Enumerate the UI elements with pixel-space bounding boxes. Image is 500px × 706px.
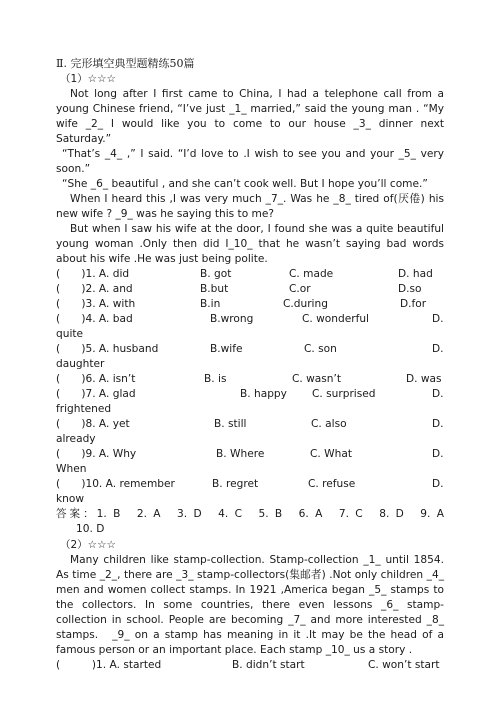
option-continuation-4: quite bbox=[56, 328, 84, 340]
section1-rating: （1）☆☆☆ bbox=[60, 73, 116, 85]
option-c: C. won’t start bbox=[368, 659, 440, 671]
option-c: C. wasn’t bbox=[292, 373, 342, 385]
option-a: ( )6. A. isn’t bbox=[56, 373, 136, 385]
option-b: B.in bbox=[200, 298, 221, 310]
option-b: B.but bbox=[200, 283, 229, 295]
option-row-3 bbox=[56, 297, 444, 312]
option-c: C. son bbox=[304, 343, 337, 355]
option-d: D.so bbox=[398, 283, 422, 295]
option-row-10 bbox=[56, 477, 444, 492]
option-a: ( )10. A. remember bbox=[56, 478, 175, 490]
option-row-5 bbox=[56, 342, 444, 357]
section1-paragraph-2: “That’s _4_ ,” I said. “I’d love to .I wish to see you and your _5_ very soon.” bbox=[56, 148, 444, 175]
option-d: D. bbox=[432, 343, 444, 355]
section1-paragraph-1: Not long after I first came to China, I had a telephone call from a young Chinese friend, “I’ve just _1_ married,” said the young man . “My wife _2_ I would like you to come to our house _3_ dinner next Saturday.” bbox=[56, 88, 444, 145]
answer-key: 答案：1. B 2. A 3. D 4. C 5. B 6. A 7. C 8. D 9. A bbox=[56, 508, 444, 520]
section2-rating: （2）☆☆☆ bbox=[60, 539, 116, 551]
option-c: C. surprised bbox=[312, 388, 376, 400]
option-d: D. bbox=[432, 388, 444, 400]
option-d: D. bbox=[432, 313, 444, 325]
option-b: B. is bbox=[204, 373, 227, 385]
option-continuation-8: already bbox=[56, 433, 96, 445]
option-a: ( )1. A. did bbox=[56, 268, 130, 280]
option-continuation-7: frightened bbox=[56, 403, 112, 415]
option-c: C. also bbox=[311, 418, 347, 430]
option-a: ( )2. A. and bbox=[56, 283, 133, 295]
option-b: B.wrong bbox=[210, 313, 254, 325]
option-a: ( )1. A. started bbox=[56, 659, 162, 671]
option-d: D. bbox=[432, 418, 444, 430]
section1-paragraph-4: When I heard this ,I was very much _7_. Was he _8_ tired of(厌倦) his new wife ? _9_ was he saying this to me? bbox=[56, 193, 444, 220]
section1-paragraph-3: “She _6_ beautiful , and she can’t cook well. But I hope you’ll come.” bbox=[62, 178, 428, 190]
option-d: D. bbox=[432, 448, 444, 460]
section1-paragraph-5: But when I saw his wife at the door, I found she was a quite beautiful young woman .Only then did I_10_ that he wasn’t saying bad words about his wife .He was just being polite. bbox=[56, 223, 444, 265]
option-row-8 bbox=[56, 417, 444, 432]
section1-options bbox=[56, 267, 444, 507]
option-a: ( )9. A. Why bbox=[56, 448, 137, 460]
option-c: C.or bbox=[289, 283, 311, 295]
option-a: ( )4. A. bad bbox=[56, 313, 133, 325]
option-b: B. didn’t start bbox=[232, 659, 305, 671]
answer-key-continued: 10. D bbox=[76, 523, 105, 535]
option-c: C.during bbox=[283, 298, 328, 310]
option-b: B. still bbox=[214, 418, 247, 430]
section2-option-row-1 bbox=[56, 658, 444, 673]
option-d: D.for bbox=[400, 298, 427, 310]
option-row-9 bbox=[56, 447, 444, 462]
option-c: C. made bbox=[289, 268, 334, 280]
option-row-4 bbox=[56, 312, 444, 327]
option-b: B. got bbox=[200, 268, 232, 280]
option-c: C. What bbox=[310, 448, 352, 460]
option-a: ( )8. A. yet bbox=[56, 418, 130, 430]
option-c: C. refuse bbox=[308, 478, 356, 490]
option-row-2 bbox=[56, 282, 444, 297]
option-a: ( )7. A. glad bbox=[56, 388, 136, 400]
option-d: D. had bbox=[398, 268, 433, 280]
option-a: ( )5. A. husband bbox=[56, 343, 159, 355]
option-a: ( )3. A. with bbox=[56, 298, 136, 310]
option-c: C. wonderful bbox=[302, 313, 369, 325]
option-d: D. was bbox=[406, 373, 442, 385]
section2-paragraph: Many children like stamp-collection. Stamp-collection _1_ until 1854. As time _2_, there are _3_ stamp-collectors(集邮者) .Not only children _4_ men and women collect stamps. In 1921 ,America began _5_ stamps to the collectors. In some countries, there even lessons _6_ stamp-collection in school. People are becoming _7_ and more interested _8_ stamps. _9_ on a stamp has meaning in it .It may be the head of a famous person or an important place. Each stamp _10_ us a story . bbox=[56, 554, 444, 656]
option-row-6 bbox=[56, 372, 444, 387]
option-row-7 bbox=[56, 387, 444, 402]
option-continuation-9: When bbox=[56, 463, 87, 475]
option-continuation-5: daughter bbox=[56, 358, 105, 370]
option-b: B.wife bbox=[210, 343, 243, 355]
option-b: B. happy bbox=[240, 388, 287, 400]
option-b: B. Where bbox=[216, 448, 265, 460]
option-d: D. bbox=[432, 478, 444, 490]
document-heading: Ⅱ. 完形填空典型题精练50篇 bbox=[56, 57, 195, 70]
option-b: B. regret bbox=[212, 478, 259, 490]
option-continuation-10: know bbox=[56, 493, 84, 505]
option-row-1 bbox=[56, 267, 444, 282]
